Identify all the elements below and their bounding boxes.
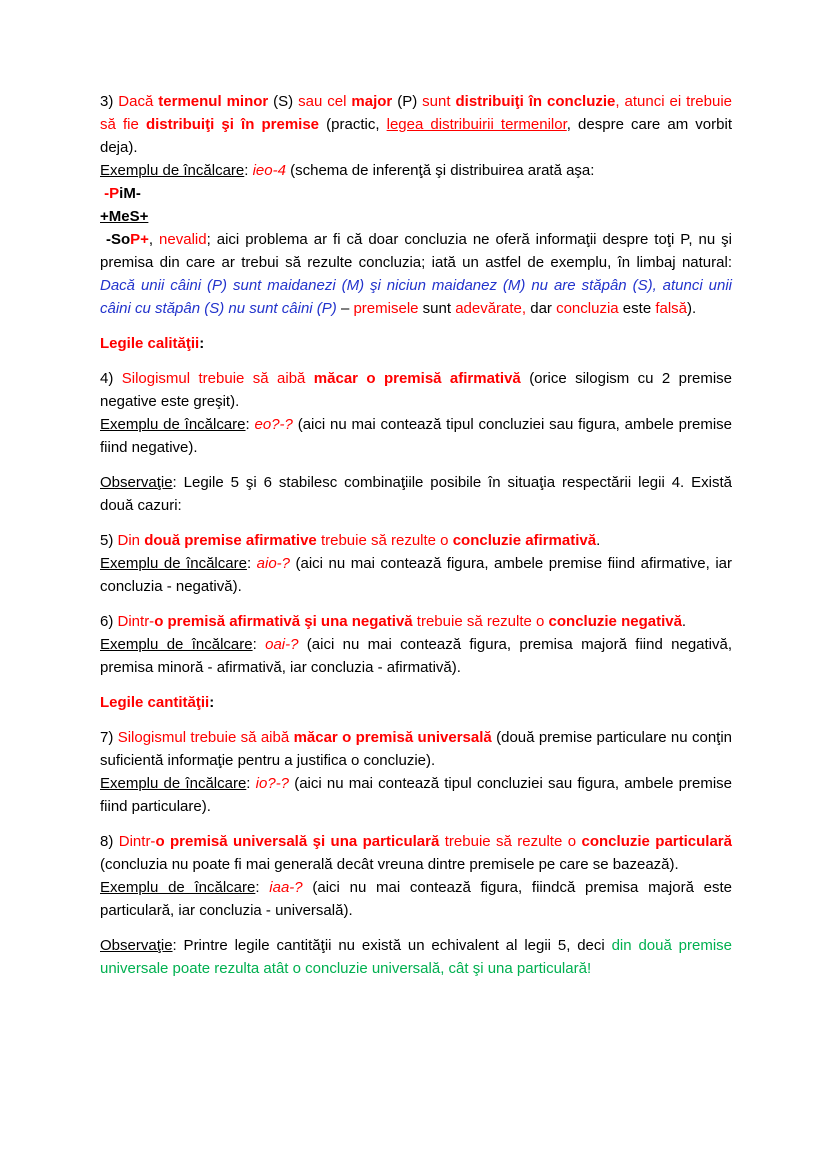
text-run: eo?-?	[254, 416, 293, 433]
text-run: ).	[687, 300, 697, 317]
text-run: Dintr-	[117, 613, 155, 630]
text-run: Exemplu de încălcare	[100, 162, 245, 179]
text-run: nevalid	[159, 231, 207, 248]
text-run: Silogismul trebuie să aibă	[121, 370, 314, 387]
text-run: concluzie particulară	[581, 833, 732, 850]
text-run: (P)	[392, 93, 423, 110]
example-violation-law-6	[100, 633, 732, 679]
text-run: (practic,	[326, 116, 387, 133]
text-run: io?-?	[255, 775, 290, 792]
schema-line-major-premise	[100, 182, 732, 205]
text-run: Legile calităţii	[100, 335, 200, 352]
text-run: ,	[148, 231, 160, 248]
text-run: -P	[100, 185, 120, 202]
text-run: 4)	[100, 370, 122, 387]
text-run: :	[246, 775, 256, 792]
example-violation-law-8	[100, 876, 732, 922]
text-run: +MeS+	[100, 208, 149, 225]
example-violation-law-7	[100, 772, 732, 818]
text-run: trebuie să rezulte o	[416, 613, 549, 630]
text-run: sau cel	[298, 93, 352, 110]
text-run: :	[199, 335, 205, 352]
text-run: Exemplu de încălcare	[100, 555, 247, 572]
text-run: concluzia	[556, 300, 619, 317]
text-run: , atunci ei trebuie să fie	[100, 93, 732, 133]
text-run: oai-?	[265, 636, 299, 653]
text-run: aio-?	[256, 555, 290, 572]
text-run: măcar o premisă universală	[293, 729, 497, 746]
text-run: (concluzia nu poate fi mai generală decât vreuna dintre premisele pe care se bazează).	[100, 856, 679, 873]
text-run: Exemplu de încălcare	[100, 416, 246, 433]
text-run: falsă	[655, 300, 688, 317]
text-run: (aici nu mai contează tipul concluziei sau figura, ambele premise fiind negative).	[100, 416, 732, 456]
text-run: ; aici problema ar fi că doar concluzia ne oferă informaţii despre toţi P, nu şi premisa din care ar trebui să rezulte concluzia; iată un astfel de exemplu, în limbaj natural:	[100, 231, 732, 271]
text-run: iM-	[119, 185, 141, 202]
paragraph-law-5	[100, 529, 732, 552]
text-run: 7)	[100, 729, 118, 746]
text-run: , despre care am vorbit deja).	[100, 116, 732, 156]
text-run: adevărate,	[455, 300, 527, 317]
text-run: (aici nu mai contează figura, ambele premise fiind afirmative, iar concluzia - negativă).	[100, 555, 732, 595]
text-run: ieo-4	[252, 162, 286, 179]
text-run: .	[596, 532, 601, 549]
text-run: 6)	[100, 613, 118, 630]
text-run: premisele	[353, 300, 419, 317]
paragraph-law-8	[100, 830, 732, 876]
paragraph-law-4	[100, 367, 732, 413]
text-run: 3)	[100, 93, 119, 110]
text-run: :	[252, 636, 266, 653]
text-run: : Printre legile cantităţii nu există un echivalent al legii 5, deci	[172, 937, 612, 954]
text-run: trebuie să rezulte o	[444, 833, 582, 850]
text-run: (orice silogism cu 2 premise negative este greşit).	[100, 370, 733, 410]
paragraph-schema-explanation	[100, 228, 732, 320]
example-violation-law-4	[100, 413, 732, 459]
paragraph-law-6	[100, 610, 732, 633]
text-run: Observaţie	[100, 937, 173, 954]
heading-quantity-laws	[100, 691, 732, 714]
text-run: Observaţie	[100, 474, 173, 491]
text-run: din două premise universale poate rezulta atât o concluzie universală, cât şi una particulară!	[100, 937, 733, 977]
text-run: Dacă	[118, 93, 159, 110]
note-quantity-laws	[100, 934, 732, 980]
text-run: sunt	[422, 93, 456, 110]
text-run: major	[351, 93, 393, 110]
example-violation-law-5	[100, 552, 732, 598]
text-run: Din	[117, 532, 145, 549]
paragraph-law-3	[100, 90, 732, 159]
text-run: concluzie negativă	[548, 613, 682, 630]
text-run: distribuiţi şi în premise	[145, 116, 327, 133]
text-run: (aici nu mai contează figura, fiindcă premisa majoră este particulară, iar concluzia - universală).	[100, 879, 733, 919]
text-run: 8)	[100, 833, 119, 850]
text-run: :	[209, 694, 215, 711]
text-run: o premisă afirmativă şi una negativă	[154, 613, 417, 630]
text-run: două premise afirmative	[144, 532, 321, 549]
text-run: :	[245, 416, 255, 433]
text-run: Exemplu de încălcare	[100, 636, 253, 653]
text-run: măcar o premisă afirmativă	[313, 370, 530, 387]
text-run: (S)	[268, 93, 299, 110]
heading-quality-laws	[100, 332, 732, 355]
note-laws-5-6	[100, 471, 732, 517]
text-run: este	[618, 300, 656, 317]
text-run: : Legile 5 şi 6 stabilesc combinaţiile posibile în situaţia respectării legii 4. Există două cazuri:	[100, 474, 732, 514]
text-run: Exemplu de încălcare	[100, 879, 256, 896]
text-run: (două premise particulare nu conţin suficientă informaţie pentru a justifica o concluzie).	[100, 729, 732, 769]
text-run: dar	[526, 300, 557, 317]
text-run: distribuiţi în concluzie	[455, 93, 616, 110]
text-run: (aici nu mai contează tipul concluziei sau figura, ambele premise fiind particulare).	[100, 775, 732, 815]
text-run: Dacă unii câini (P) sunt maidanezi (M) şi niciun maidanez (M) nu are stăpân (S), atunci unii câini cu stăpân (S) nu sunt câini (P)	[100, 277, 732, 317]
text-run: .	[681, 613, 687, 630]
text-run: (aici nu mai contează figura, premisa majoră fiind negativă, premisa minoră - afirmativă, iar concluzia - afirmativă).	[100, 636, 733, 676]
text-run: 5)	[100, 532, 118, 549]
text-run: sunt	[418, 300, 456, 317]
text-run: :	[255, 879, 270, 896]
text-run: Legile cantităţii	[100, 694, 210, 711]
text-run: :	[244, 162, 253, 179]
text-run: concluzie afirmativă	[452, 532, 597, 549]
text-run: o premisă universală şi una particulară	[155, 833, 445, 850]
text-run: trebuie să rezulte o	[320, 532, 453, 549]
example-violation-law-3	[100, 159, 732, 182]
text-run: termenul minor	[158, 93, 269, 110]
paragraph-law-7	[100, 726, 732, 772]
schema-line-minor-premise	[100, 205, 732, 228]
text-run: :	[246, 555, 257, 572]
text-run: P+	[130, 231, 149, 248]
text-run: -So	[100, 231, 131, 248]
text-run: (schema de inferenţă şi distribuirea arată aşa:	[285, 162, 595, 179]
text-run: –	[336, 300, 354, 317]
text-run: legea distribuirii termenilor	[386, 116, 567, 133]
text-run: iaa-?	[269, 879, 303, 896]
text-run: Exemplu de încălcare	[100, 775, 247, 792]
text-run: Dintr-	[118, 833, 156, 850]
text-run: Silogismul trebuie să aibă	[117, 729, 294, 746]
